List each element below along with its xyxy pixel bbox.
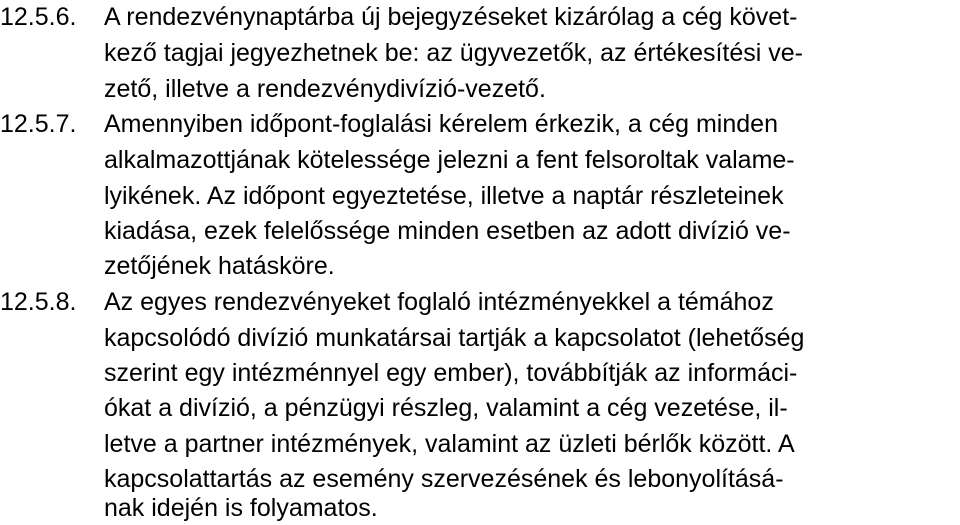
paragraph-text: zető, illetve a rendezvénydivízió-vezető. [104,75,546,103]
paragraph-text: A rendezvénynaptárba új bejegyzéseket kizárólag a cég követ- [104,3,798,31]
paragraph-number: 12.5.7. [0,110,77,138]
paragraph-text: kapcsolattartás az esemény szervezésének és lebonyolításá- [104,465,784,493]
paragraph-text: Amennyiben időpont-foglalási kérelem érkezik, a cég minden [104,110,778,138]
paragraph-text: nak idején is folyamatos. [104,494,378,522]
paragraph-text: letve a partner intézmények, valamint az üzleti bérlők között. A [104,430,795,458]
paragraph-text: lyikének. Az időpont egyeztetése, illetve a naptár részleteinek [104,182,784,210]
paragraph-text: kiadása, ezek felelőssége minden esetben az adott divízió ve- [104,217,791,245]
paragraph-text: szerint egy intézménnyel egy ember), továbbítják az informáci- [104,359,798,387]
paragraph-text: Az egyes rendezvényeket foglaló intézményekkel a témához [104,288,774,316]
paragraph-text: kapcsolódó divízió munkatársai tartják a kapcsolatot (lehetőség [104,324,805,352]
paragraph-text: alkalmazottjának kötelessége jelezni a fent felsoroltak valame- [104,146,795,174]
paragraph-number: 12.5.8. [0,288,77,316]
paragraph-text: zetőjének hatásköre. [104,252,335,280]
paragraph-text: kező tagjai jegyezhetnek be: az ügyvezetők, az értékesítési ve- [104,39,803,67]
paragraph-number: 12.5.6. [0,3,77,31]
paragraph-text: ókat a divízió, a pénzügyi részleg, valamint a cég vezetése, il- [104,394,788,422]
